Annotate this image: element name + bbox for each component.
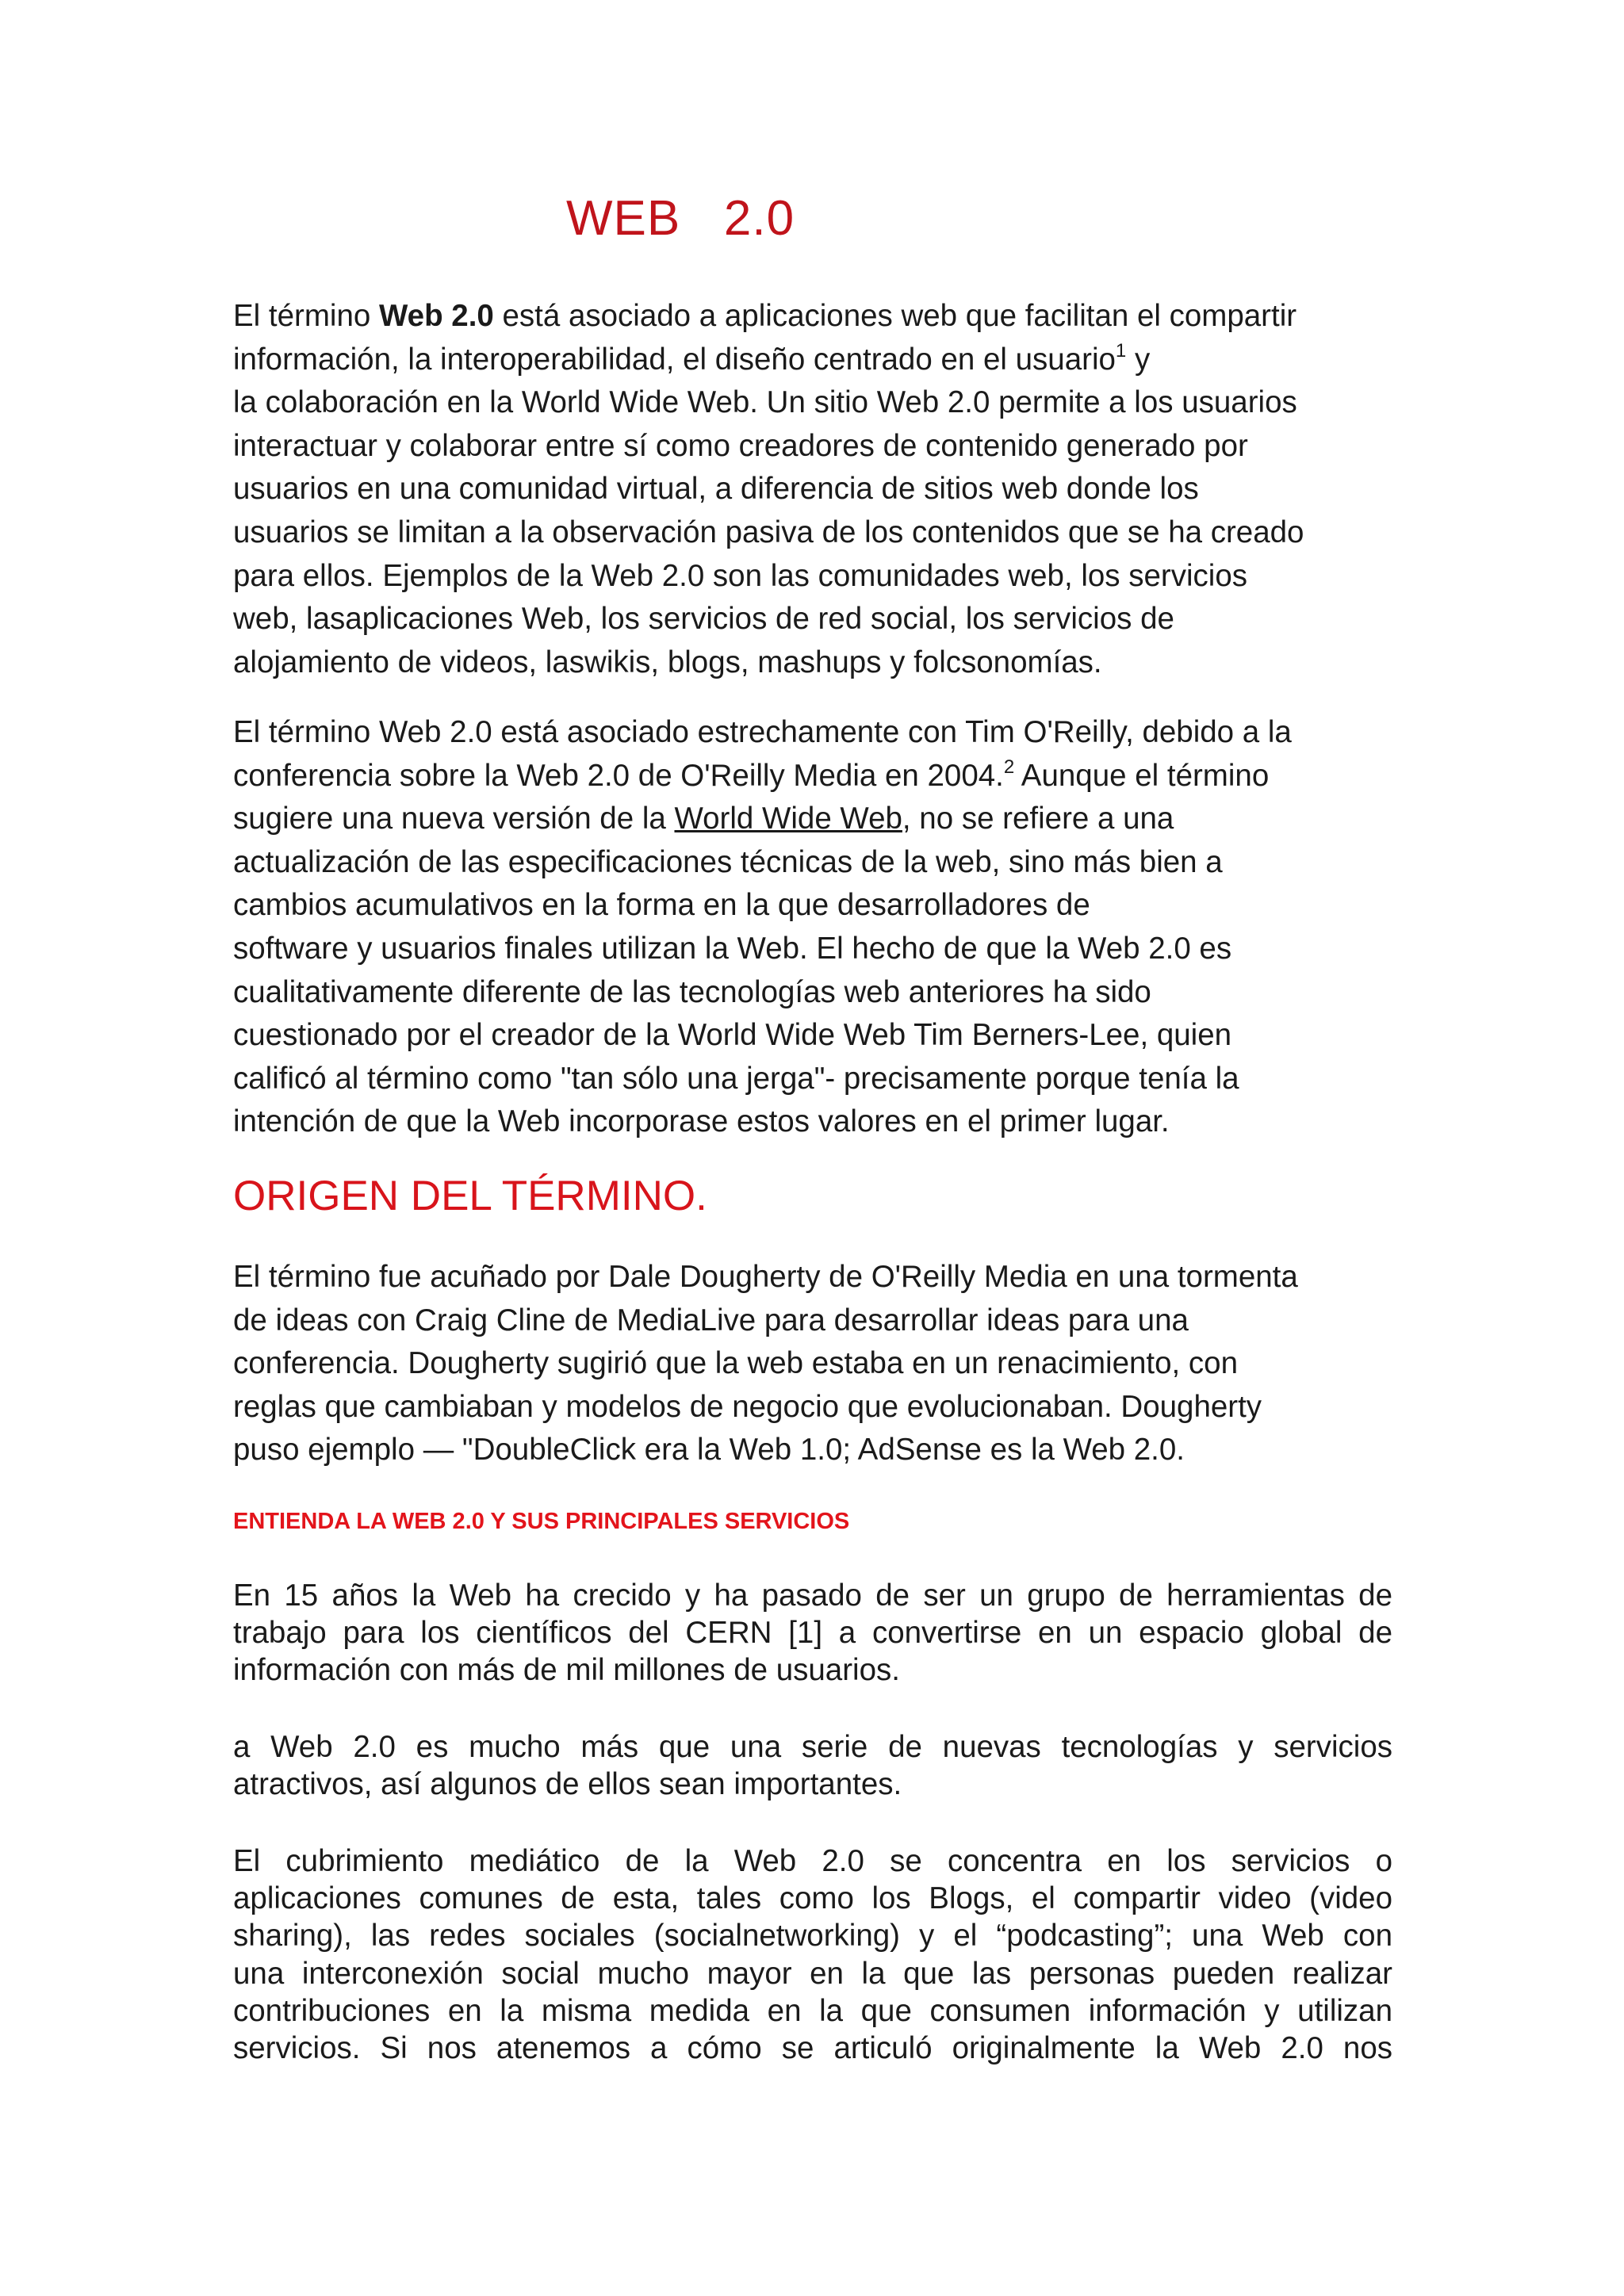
- services3-line-3: sharing), las redes sociales (socialnetworking) y el “podcasting”; una Web con: [233, 1919, 1392, 1954]
- intro-line-9: alojamiento de videos, laswikis, blogs, mashups y folcsonomías.: [233, 645, 1102, 679]
- services3-line-1: El cubrimiento mediático de la Web 2.0 se concentra en los servicios o: [233, 1844, 1392, 1878]
- services3-line-4: una interconexión social mucho mayor en la que las personas pueden realizar: [233, 1956, 1392, 1991]
- intro-line-8: web, lasaplicaciones Web, los servicios de red social, los servicios de: [233, 602, 1174, 637]
- oreilly-line-4: actualización de las especificaciones técnicas de la web, sino más bien a: [233, 844, 1223, 879]
- intro-line-2: información, la interoperabilidad, el diseño centrado en el usuario$^1$ y: [233, 339, 1151, 377]
- oreilly-paragraph: [233, 711, 1391, 1144]
- intro-line-7: para ellos. Ejemplos de la Web 2.0 son las comunidades web, los servicios: [233, 558, 1247, 593]
- intro-line-4: interactuar y colaborar entre sí como creadores de contenido generado por: [233, 428, 1248, 463]
- services3-line-6: servicios. Si nos atenemos a cómo se articuló originalmente la Web 2.0 nos: [233, 2030, 1392, 2065]
- oreilly-line-5: cambios acumulativos en la forma en la que desarrolladores de: [233, 888, 1090, 923]
- oreilly-line-1: El término Web 2.0 está asociado estrechamente con Tim O'Reilly, debido a la: [233, 715, 1292, 749]
- world-wide-web-link[interactable]: World Wide Web: [674, 802, 902, 836]
- services-heading: ENTIENDA LA WEB 2.0 Y SUS PRINCIPALES SERVICIOS: [233, 1509, 850, 1534]
- services3-line-5: contribuciones en la misma medida en la que consumen información y utilizan: [233, 1993, 1392, 2028]
- services1-line-2: trabajo para los científicos del CERN [1] a convertirse en un espacio global de: [233, 1616, 1392, 1651]
- intro-line-3: la colaboración en la World Wide Web. Un sitio Web 2.0 permite a los usuarios: [233, 385, 1297, 420]
- page-title: WEB 2.0: [566, 191, 795, 246]
- services-paragraph-3: [233, 1843, 1392, 2067]
- intro-paragraph: [233, 295, 1391, 684]
- services3-line-2: aplicaciones comunes de esta, tales como los Blogs, el compartir video (video: [233, 1881, 1392, 1916]
- web20-bold-term: Web 2.0: [379, 299, 494, 333]
- origin-line-1: El término fue acuñado por Dale Dougherty de O'Reilly Media en una tormenta: [233, 1260, 1298, 1294]
- oreilly-line-2: conferencia sobre la Web 2.0 de O'Reilly Media en 2004.$^2$ Aunque el término: [233, 756, 1270, 793]
- origin-line-3: conferencia. Dougherty sugirió que la web estaba en un renacimiento, con: [233, 1346, 1239, 1381]
- oreilly-line-10: intención de que la Web incorporase estos valores en el primer lugar.: [233, 1104, 1170, 1139]
- origin-heading: ORIGEN DEL TÉRMINO.: [233, 1173, 707, 1219]
- oreilly-line-3: sugiere una nueva versión de la World Wide Web, no se refiere a una: [233, 802, 1174, 836]
- origin-line-5: puso ejemplo — "DoubleClick era la Web 1.0; AdSense es la Web 2.0.: [233, 1433, 1185, 1468]
- oreilly-line-7: cualitativamente diferente de las tecnologías web anteriores ha sido: [233, 974, 1151, 1009]
- intro-line-5: usuarios en una comunidad virtual, a diferencia de sitios web donde los: [233, 472, 1199, 507]
- origin-paragraph: [233, 1256, 1391, 1472]
- origin-line-2: de ideas con Craig Cline de MediaLive para desarrollar ideas para una: [233, 1303, 1189, 1337]
- services1-line-1: En 15 años la Web ha crecido y ha pasado de ser un grupo de herramientas de: [233, 1578, 1392, 1613]
- oreilly-line-8: cuestionado por el creador de la World Wide Web Tim Berners-Lee, quien: [233, 1018, 1232, 1053]
- origin-line-4: reglas que cambiaban y modelos de negocio que evolucionaban. Dougherty: [233, 1389, 1262, 1424]
- intro-line-1: El término Web 2.0 está asociado a aplicaciones web que facilitan el compartir: [233, 299, 1297, 333]
- services-paragraph-2: [233, 1728, 1392, 1803]
- services2-line-1: a Web 2.0 es mucho más que una serie de nuevas tecnologías y servicios: [233, 1730, 1392, 1764]
- services2-line-2: atractivos, así algunos de ellos sean importantes.: [233, 1767, 902, 1802]
- footnote-ref-1[interactable]: 1: [1115, 339, 1127, 362]
- intro-line-6: usuarios se limitan a la observación pasiva de los contenidos que se ha creado: [233, 515, 1304, 549]
- services1-line-3: información con más de mil millones de usuarios.: [233, 1653, 900, 1688]
- oreilly-line-9: calificó al término como "tan sólo una jerga"- precisamente porque tenía la: [233, 1061, 1239, 1096]
- oreilly-line-6: software y usuarios finales utilizan la Web. El hecho de que la Web 2.0 es: [233, 931, 1232, 966]
- footnote-ref-2[interactable]: 2: [1003, 756, 1015, 778]
- services-paragraph-1: [233, 1577, 1392, 1689]
